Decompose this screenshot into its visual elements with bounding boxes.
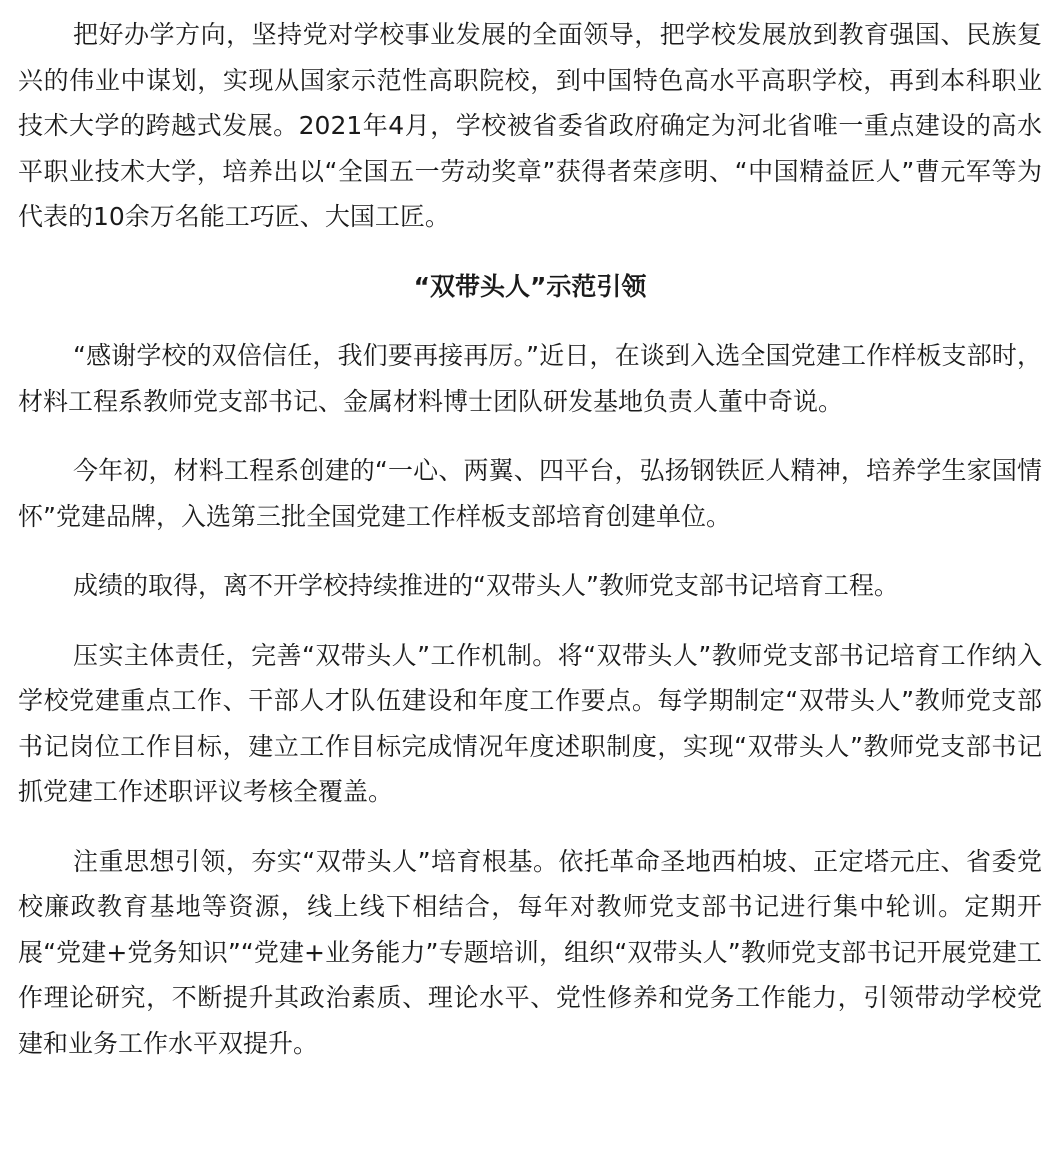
paragraph-quote: “感谢学校的双倍信任，我们要再接再厉。”近日，在谈到入选全国党建工作样板支部时，材料工程系教师党支部书记、金属材料博士团队研发基地负责人董中奇说。 — [18, 341, 1042, 416]
paragraph-gap — [18, 539, 1042, 563]
paragraph-party-brand: 今年初，材料工程系创建的“一心、两翼、四平台，弘扬钢铁匠人精神，培养学生家国情怀”党建品牌，入选第三批全国党建工作样板支部培育创建单位。 — [18, 456, 1042, 531]
paragraph-gap — [18, 609, 1042, 633]
paragraph-gap — [18, 240, 1042, 264]
paragraph-gap — [18, 815, 1042, 839]
article-body — [18, 12, 1042, 1066]
paragraph-achievement: 成绩的取得，离不开学校持续推进的“双带头人”教师党支部书记培育工程。 — [73, 571, 899, 600]
paragraph-school-development: 把好办学方向，坚持党对学校事业发展的全面领导，把学校发展放到教育强国、民族复兴的伟业中谋划，实现从国家示范性高职院校，到中国特色高水平高职学校，再到本科职业技术大学的跨越式发展。2021年4月，学校被省委省政府确定为河北省唯一重点建设的高水平职业技术大学，培养出以“全国五一劳动奖章”获得者荣彦明、“中国精益匠人”曹元军等为代表的10余万名能工巧匠、大国工匠。 — [18, 20, 1042, 231]
paragraph-gap — [18, 309, 1042, 333]
paragraph-ideological-guidance: 注重思想引领，夯实“双带头人”培育根基。依托革命圣地西柏坡、正定塔元庄、省委党校廉政教育基地等资源，线上线下相结合，每年对教师党支部书记进行集中轮训。定期开展“党建+党务知识”“党建+业务能力”专题培训，组织“双带头人”教师党支部书记开展党建工作理论研究，不断提升其政治素质、理论水平、党性修养和党务工作能力，引领带动学校党建和业务工作水平双提升。 — [18, 846, 1042, 1058]
section-heading: “双带头人”示范引领 — [413, 271, 647, 301]
paragraph-gap — [18, 424, 1042, 448]
paragraph-responsibility: 压实主体责任，完善“双带头人”工作机制。将“双带头人”教师党支部书记培育工作纳入学校党建重点工作、干部人才队伍建设和年度工作要点。每学期制定“双带头人”教师党支部书记岗位工作目标，建立工作目标完成情况年度述职制度，实现“双带头人”教师党支部书记抓党建工作述职评议考核全覆盖。 — [18, 640, 1042, 806]
